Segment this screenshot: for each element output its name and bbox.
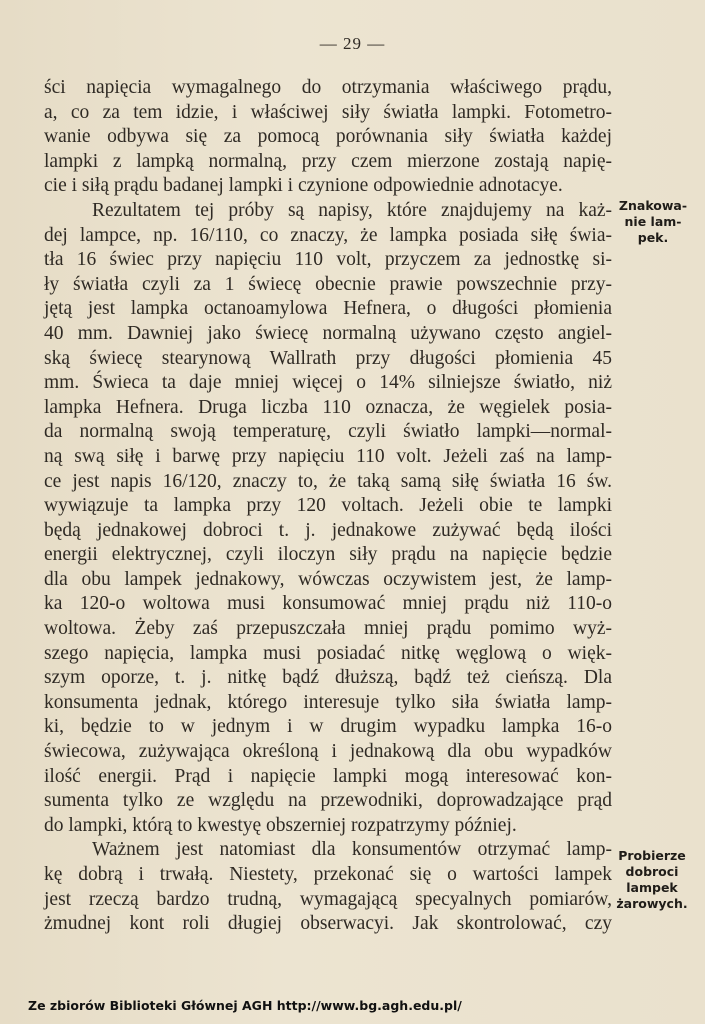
margin-note-line: żarowych. [616, 896, 688, 911]
text-line: szego napięcia, lampka musi posiadać nitkę węglową o więk- [44, 642, 612, 664]
library-footer: Ze zbiorów Biblioteki Głównej AGH http://www.bg.agh.edu.pl/ [28, 998, 462, 1013]
text-line: tła 16 świec przy napięciu 110 volt, przyczem za jednostkę si- [44, 249, 612, 271]
text-line: ły światła czyli za 1 świecę obecnie prawie powszechnie przy- [44, 273, 612, 295]
text-line: będą jednakowej dobroci t. j. jednakowe zużywać będą ilości [44, 519, 612, 541]
text-line: do lampki, którą to kwestyę obszerniej rozpatrzymy później. [44, 814, 517, 836]
text-line: ści napięcia wymagalnego do otrzymania właściwego prądu, [44, 77, 612, 98]
text-line: ską świecę stearynową Wallrath przy długości płomienia 45 [44, 347, 612, 369]
margin-note-line: dobroci [625, 864, 679, 879]
text-line: dla obu lampek jednakowy, wówczas oczywistem jest, że lamp- [44, 568, 612, 590]
text-line: jętą jest lampka octanoamylowa Hefnera, o długości płomienia [44, 298, 612, 320]
margin-note-line: nie lam- [624, 214, 682, 229]
text-line: cie i siłą prądu badanej lampki i czynione odpowiednie adnotacye. [44, 175, 563, 197]
text-line: lampka Hefnera. Druga liczba 110 oznacza, że węgielek posia- [44, 396, 612, 418]
text-line: Rezultatem tej próby są napisy, które znajdujemy na każ- [92, 199, 612, 221]
margin-note-lamp-quality-tests [606, 848, 698, 912]
text-line: ną swą siłę i barwę przy napięciu 110 volt. Jeżeli zaś na lamp- [44, 445, 612, 467]
text-line: żmudnej kont roli długiej obserwacyi. Jak skontrolować, czy [44, 913, 612, 935]
text-line: ki, będzie to w jednym i w drugim wypadku lampka 16-o [44, 716, 612, 738]
text-line: konsumenta jednak, którego interesuje tylko siła światła lamp- [44, 691, 612, 713]
text-line: kę dobrą i trwałą. Niestety, przekonać się o wartości lampek [44, 864, 612, 885]
margin-note-line: Probierze [618, 848, 686, 863]
text-line: wywiązuje ta lampka przy 120 voltach. Jeżeli obie te lampki [44, 495, 612, 517]
page-number: — 29 — [319, 34, 386, 53]
margin-note-line: Znakowa- [618, 198, 688, 213]
text-line: ilość energii. Prąd i napięcie lampki mogą interesować kon- [44, 765, 612, 787]
text-line: świecowa, zużywająca określoną i jednakową dla obu wypadków [44, 741, 612, 763]
text-line: wanie odbywa się za pomocą porównania siły światła każdej [44, 126, 612, 148]
text-line: a, co za tem idzie, i właściwej siły światła lampki. Fotometro- [44, 101, 612, 123]
text-line: ka 120-o woltowa musi konsumować mniej prądu niż 110-o [44, 593, 612, 615]
text-line: lampki z lampką normalną, przy czem mierzone zostają napię- [44, 150, 612, 172]
text-line: szym oporze, t. j. nitkę bądź dłuższą, bądź też cieńszą. Dla [44, 667, 612, 689]
text-line: 40 mm. Dawniej jako świecę normalną używano często angiel- [44, 322, 612, 344]
text-line: da normalną swoją temperaturę, czyli światło lampki—normal- [44, 421, 612, 443]
text-line: mm. Świeca ta daje mniej więcej o 14% silniejsze światło, niż [44, 372, 612, 394]
text-line: jest rzeczą bardzo trudną, wymagającą specyalnych pomiarów, [44, 888, 612, 910]
text-line: sumenta tylko ze względu na przewodniki, doprowadzające prąd [44, 790, 612, 812]
text-line: ce jest napis 16/120, znaczy to, że taką samą siłę światła 16 św. [44, 470, 612, 492]
body-text [44, 76, 612, 937]
text-line: Ważnem jest natomiast dla konsumentów otrzymać lamp- [92, 839, 612, 861]
margin-note-line: lampek [626, 880, 678, 895]
text-line: energii elektrycznej, czyli iloczyn siły prądu na napięcie będzie [44, 544, 612, 566]
text-line: dej lampce, np. 16/110, co znaczy, że lampka posiada siłę świa- [44, 224, 612, 246]
text-line: woltowa. Żeby zaś przepuszczała mniej prądu pomimo wyż- [44, 618, 612, 640]
margin-note-line: pek. [637, 230, 669, 245]
margin-note-lamp-marking [614, 198, 692, 246]
